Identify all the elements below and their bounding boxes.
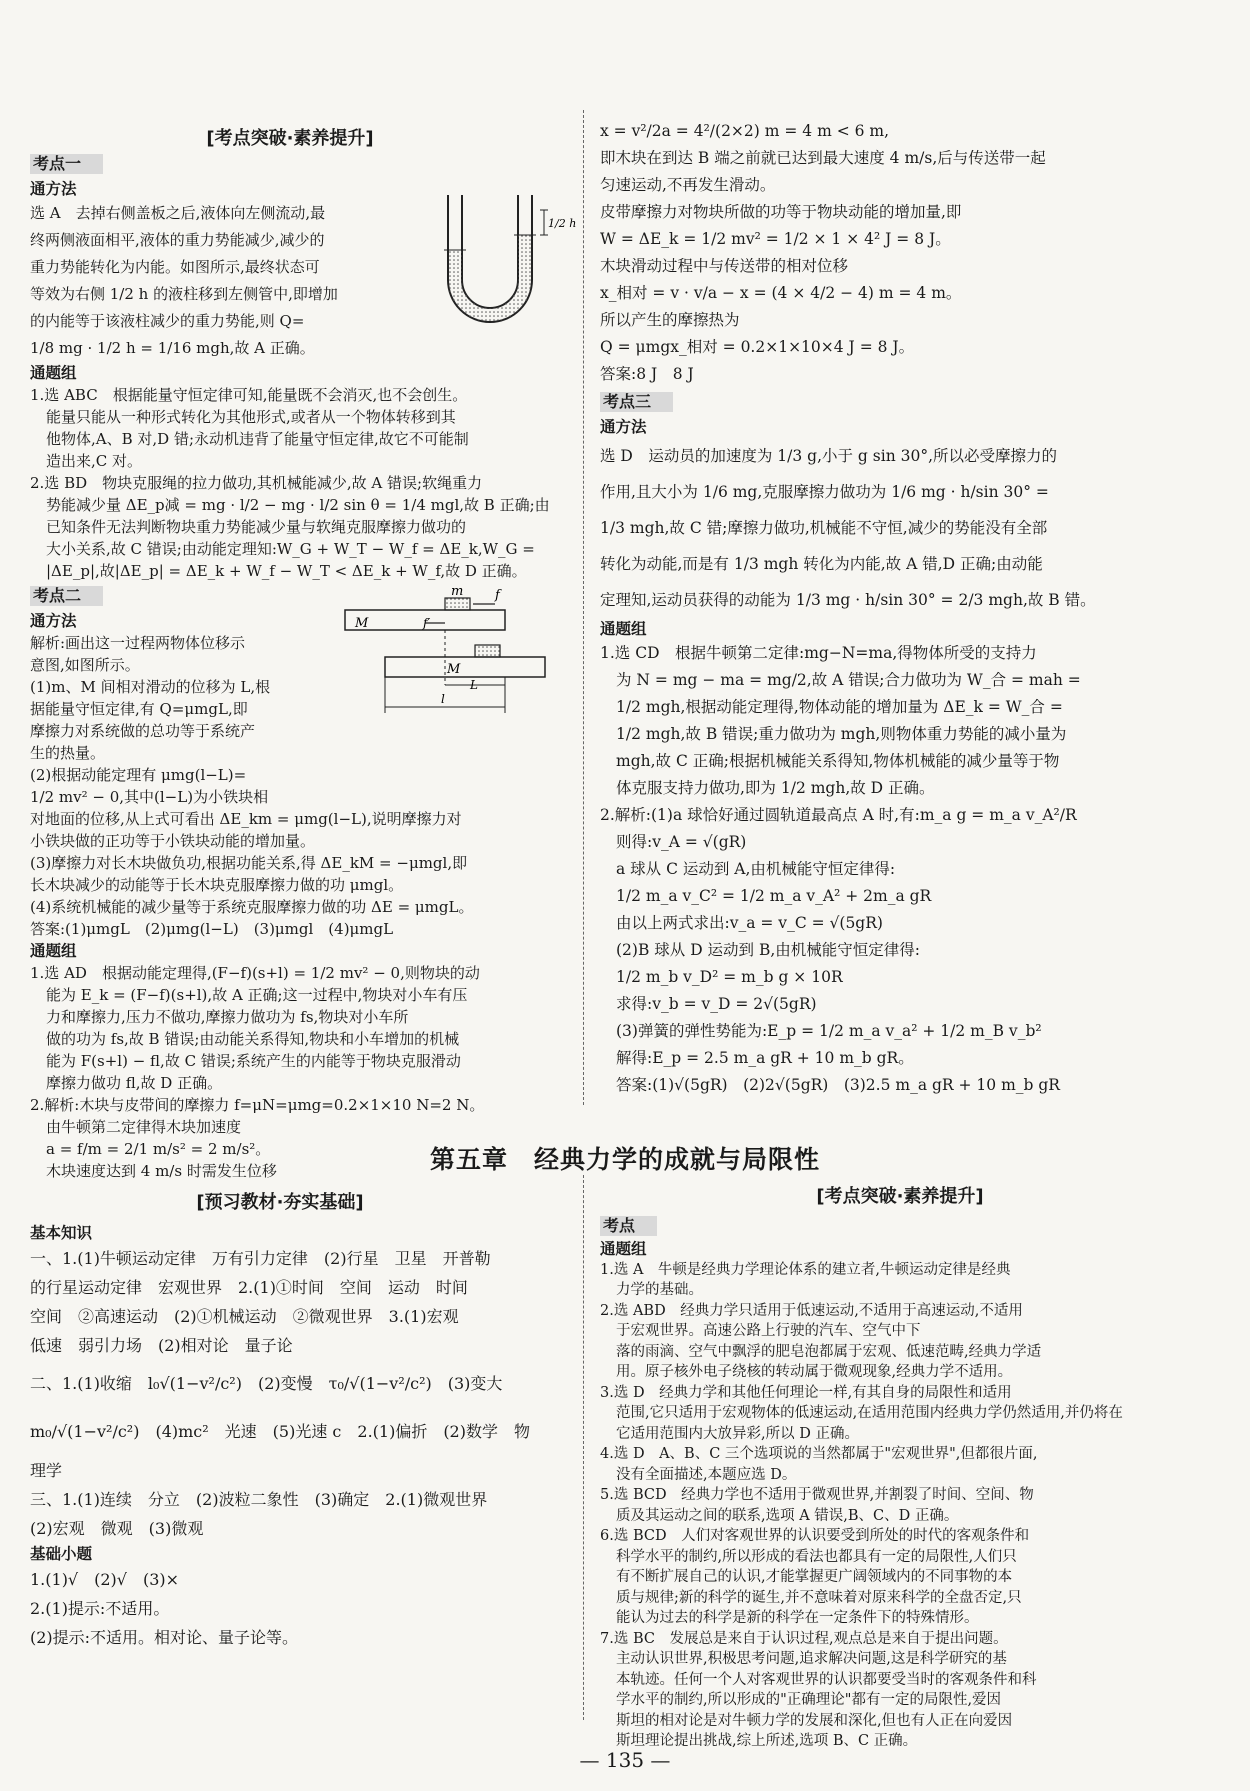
text-line: (3)弹簧的弹性势能为:E_p = 1/2 m_a v_a² + 1/2 m_B v_b² xyxy=(616,1022,1042,1040)
text-line: 2.解析:(1)a 球恰好通过圆轨道最高点 A 时,有:m_a g = m_a v_A²/R xyxy=(600,806,1077,824)
text-line: 1/2 mgh,根据动能定理得,物体动能的增加量为 ΔE_k = W_合 = xyxy=(616,698,1063,716)
text-line: (4)系统机械能的减少量等于系统克服摩擦力做的功 ΔE = μmgL。 xyxy=(30,898,474,916)
text-line: 体克服支持力做功,即为 1/2 mgh,故 D 正确。 xyxy=(616,779,935,797)
text-line: 能为 F(s+l) − fl,故 C 错误;系统产生的内能等于物块克服滑动 xyxy=(46,1052,461,1070)
force-f-prime-label: f′ xyxy=(423,616,431,630)
text-line: 1.选 A 牛顿是经典力学理论体系的建立者,牛顿运动定律是经典 xyxy=(600,1261,1011,1278)
text-line: 所以产生的摩擦热为 xyxy=(600,311,740,329)
text-line: Q = μmgx_相对 = 0.2×1×10×4 J = 8 J。 xyxy=(600,338,915,356)
text-line: 2.选 ABD 经典力学只适用于低速运动,不适用于高速运动,不适用 xyxy=(600,1302,1023,1319)
text-line: 2.选 BD 物块克服绳的拉力做功,其机械能减少,故 A 错误;软绳重力 xyxy=(30,474,483,492)
force-f-label: f xyxy=(495,588,500,603)
group-heading: 通题组 xyxy=(600,1239,647,1258)
text-line: 一、1.(1)牛顿运动定律 万有引力定律 (2)行星 卫星 开普勒 xyxy=(30,1249,491,1268)
section-title-top-left: [考点突破·素养提升] xyxy=(206,128,374,149)
text-line: 1/2 m_b v_D² = m_b g × 10R xyxy=(616,968,843,986)
text-line: 的内能等于该液柱减少的重力势能,则 Q= xyxy=(30,312,305,330)
length-l-label: l xyxy=(441,692,445,706)
text-line: 质及其运动之间的联系,选项 A 错误,B、C、D 正确。 xyxy=(616,1507,959,1524)
text-line: 科学水平的制约,所以形成的看法也都具有一定的局限性,人们只 xyxy=(616,1548,1017,1565)
text-line: a 球从 C 运动到 A,由机械能守恒定律得: xyxy=(616,860,896,878)
text-line: (2)宏观 微观 (3)微观 xyxy=(30,1519,204,1538)
text-line: 长木块减少的动能等于长木块克服摩擦力做的功 μmgl。 xyxy=(30,876,404,894)
mass-m-label: m xyxy=(451,584,464,599)
text-line: 生的热量。 xyxy=(30,744,106,762)
kp1-label: 考点一 xyxy=(30,154,103,174)
text-line: 他物体,A、B 对,D 错;永动机违背了能量守恒定律,故它不可能制 xyxy=(46,430,469,448)
kp3-group-text xyxy=(600,640,1225,1099)
text-line: 做的功为 fs,故 B 错误;由动能关系得知,物块和小车增加的机械 xyxy=(46,1030,460,1048)
text-line: x_相对 = v · v/a − x = (4 × 4/2 − 4) m = 4 m。 xyxy=(600,284,962,302)
basic-knowledge-text xyxy=(30,1244,570,1543)
text-line: 范围,它只适用于宏观物体的低速运动,在适用范围内经典力学仍然适用,并仍将在 xyxy=(616,1405,1123,1421)
text-line: 有不断扩展自己的认识,才能掌握更广阔领域内的不同事物的本 xyxy=(616,1569,1013,1585)
column-divider-bottom xyxy=(583,1175,584,1720)
text-line: 低速 弱引力场 (2)相对论 量子论 xyxy=(30,1336,293,1355)
text-line: 它适用范围内大放异彩,所以 D 正确。 xyxy=(616,1425,859,1442)
text-line: 即木块在到达 B 端之前就已达到最大速度 4 m/s,后与传送带一起 xyxy=(600,149,1046,167)
text-line: 2.(1)提示:不适用。 xyxy=(30,1599,170,1618)
text-line: |ΔE_p|,故|ΔE_p| = ΔE_k + W_f − W_T < ΔE_k + W_f,故 D 正确。 xyxy=(46,562,527,580)
length-L-label: L xyxy=(470,678,478,692)
text-line: 斯坦理论提出挑战,综上所述,选项 B、C 正确。 xyxy=(616,1733,918,1749)
chapter-title: 第五章 经典力学的成就与局限性 xyxy=(429,1145,820,1174)
section-title-bottom-left: [预习教材·夯实基础] xyxy=(196,1192,364,1213)
text-line: 选 D 运动员的加速度为 1/3 g,小于 g sin 30°,所以必受摩擦力的 xyxy=(600,447,1058,465)
text-line: 定理知,运动员获得的动能为 1/3 mg · h/sin 30° = 2/3 mgh,故 B 错。 xyxy=(600,591,1096,609)
text-line: 造出来,C 对。 xyxy=(46,452,143,470)
half-h-label: 1/2 h xyxy=(548,217,577,230)
text-line: 1.(1)√ (2)√ (3)× xyxy=(30,1570,180,1589)
text-line: 势能减少量 ΔE_p减 = mg · l/2 − mg · l/2 sin θ = 1/4 mgl,故 B 正确;由 xyxy=(46,496,550,514)
text-line: 本轨迹。任何一个人对客观世界的认识都要受当时的客观条件和科 xyxy=(616,1671,1037,1688)
text-line: W = ΔE_k = 1/2 mv² = 1/2 × 1 × 4² J = 8 J。 xyxy=(600,230,951,248)
text-line: 理学 xyxy=(30,1461,63,1480)
kp3-group-heading: 通题组 xyxy=(600,620,647,638)
mass-M-label-2: M xyxy=(447,662,461,677)
text-line: 小铁块做的正功等于小铁块动能的增加量。 xyxy=(30,832,316,850)
text-line: 求得:v_b = v_D = 2√(5gR) xyxy=(616,995,817,1013)
kp1-group-text xyxy=(30,384,570,582)
text-line: 解得:E_p = 2.5 m_a gR + 10 m_b gR。 xyxy=(616,1049,914,1067)
text-line: 落的雨滴、空气中飘浮的肥皂泡都属于宏观、低速范畴,经典力学适 xyxy=(616,1343,1042,1360)
text-line: 空间 ②高速运动 (2)①机械运动 ②微观世界 3.(1)宏观 xyxy=(30,1307,459,1326)
text-line: 于宏观世界。高速公路上行驶的汽车、空气中下 xyxy=(616,1323,921,1339)
text-line: 由牛顿第二定律得木块加速度 xyxy=(46,1118,242,1136)
text-line: 答案:8 J 8 J xyxy=(600,365,694,383)
text-line: 为 N = mg − ma = mg/2,故 A 错误;合力做功为 W_合 = mah = xyxy=(616,671,1081,689)
text-line: 力和摩擦力,压力不做功,摩擦力做功为 fs,物块对小车所 xyxy=(46,1008,409,1026)
text-line: 1/2 mv² − 0,其中(l−L)为小铁块相 xyxy=(30,788,269,806)
text-line: 没有全面描述,本题应选 D。 xyxy=(616,1466,797,1483)
basic-questions-heading: 基础小题 xyxy=(30,1545,93,1563)
text-line: 1/3 mgh,故 C 错;摩擦力做功,机械能不守恒,减少的势能没有全部 xyxy=(600,519,1048,537)
kp-label: 考点 xyxy=(600,1216,657,1236)
text-line: (2)B 球从 D 运动到 B,由机械能守恒定律得: xyxy=(616,941,921,959)
mass-M-label-1: M xyxy=(355,616,369,631)
kp1-method-heading: 通方法 xyxy=(30,180,77,198)
text-line: 5.选 BCD 经典力学也不适用于微观世界,并割裂了时间、空间、物 xyxy=(600,1487,1034,1503)
text-line: 1/2 mgh,故 B 错误;重力做功为 mgh,则物体重力势能的减小量为 xyxy=(616,725,1067,743)
text-line: (3)摩擦力对长木块做负功,根据功能关系,得 ΔE_kM = −μmgl,即 xyxy=(30,854,468,872)
text-line: 选 A 去掉右侧盖板之后,液体向左侧流动,最 xyxy=(30,204,326,222)
text-line: 已知条件无法判断物块重力势能减少量与软绳克服摩擦力做功的 xyxy=(46,518,467,536)
text-line: a = f/m = 2/1 m/s² = 2 m/s²。 xyxy=(46,1140,271,1158)
kp2-method-heading: 通方法 xyxy=(30,612,77,630)
text-line: (2)根据动能定理有 μmg(l−L)= xyxy=(30,766,247,784)
text-line: 学水平的制约,所以形成的"正确理论"都有一定的局限性,爱因 xyxy=(616,1692,1002,1708)
page-number: — 135 — xyxy=(579,1748,671,1772)
text-line: 皮带摩擦力对物块所做的功等于物块动能的增加量,即 xyxy=(600,203,962,221)
text-line: mgh,故 C 正确;根据机械能关系得知,物体机械能的减少量等于物 xyxy=(616,752,1060,770)
text-line: 摩擦力对系统做的总功等于系统产 xyxy=(30,722,256,740)
bottom-right-column xyxy=(600,1212,1225,1752)
kp1-group-heading: 通题组 xyxy=(30,364,77,382)
text-line: 二、1.(1)收缩 l₀√(1−v²/c²) (2)变慢 τ₀/√(1−v²/c²) (3)变大 xyxy=(30,1374,503,1393)
solution-continuation xyxy=(600,118,1225,388)
text-line: 2.解析:木块与皮带间的摩擦力 f=μN=μmg=0.2×1×10 N=2 N。 xyxy=(30,1096,485,1114)
text-line: 木块速度达到 4 m/s 时需发生位移 xyxy=(46,1162,277,1180)
basic-questions-text xyxy=(30,1565,570,1652)
text-line: 摩擦力做功 fl,故 D 正确。 xyxy=(46,1074,223,1092)
text-line: 3.选 D 经典力学和其他任何理论一样,有其自身的局限性和适用 xyxy=(600,1384,1012,1401)
text-line: 答案:(1)μmgL (2)μmg(l−L) (3)μmgl (4)μmgL xyxy=(30,920,394,938)
kp2-label: 考点二 xyxy=(30,586,103,606)
text-line: (1)m、M 间相对滑动的位移为 L,根 xyxy=(30,678,271,696)
text-line: 等效为右侧 1/2 h 的液柱移到左侧管中,即增加 xyxy=(30,285,338,303)
kp3-text xyxy=(600,438,1225,618)
text-line: 6.选 BCD 人们对客观世界的认识要受到所处的时代的客观条件和 xyxy=(600,1528,1030,1544)
text-line: 木块滑动过程中与传送带的相对位移 xyxy=(600,257,849,275)
text-line: 7.选 BC 发展总是来自于认识过程,观点总是来自于提出问题。 xyxy=(600,1630,1008,1647)
text-line: 则得:v_A = √(gR) xyxy=(616,833,747,851)
text-line: 大小关系,故 C 错误;由动能定理知:W_G + W_T − W_f = ΔE_k,W_G = xyxy=(46,540,535,558)
top-right-column xyxy=(600,118,1225,1099)
text-line: m₀/√(1−v²/c²) (4)mc² 光速 (5)光速 c 2.(1)偏折 (2)数学 物 xyxy=(30,1422,530,1441)
text-line: 作用,且大小为 1/6 mg,克服摩擦力做功为 1/6 mg · h/sin 30° = xyxy=(600,483,1049,501)
text-line: 质与规律;新的科学的诞生,并不意味着对原来科学的全盘否定,只 xyxy=(616,1589,1022,1606)
bottom-left-column xyxy=(30,1222,570,1652)
text-line: 1.选 AD 根据动能定理得,(F−f)(s+l) = 1/2 mv² − 0,则物块的动 xyxy=(30,964,480,982)
text-line: 用。原子核外电子绕核的转动属于微观现象,经典力学不适用。 xyxy=(616,1364,1013,1380)
basic-knowledge-heading: 基本知识 xyxy=(30,1224,93,1242)
text-line: 转化为动能,而是有 1/3 mgh 转化为内能,故 A 错,D 正确;由动能 xyxy=(600,555,1043,573)
text-line: 意图,如图所示。 xyxy=(30,656,140,674)
text-line: 斯坦的相对论是对牛顿力学的发展和深化,但也有人正在向爱因 xyxy=(616,1712,1013,1729)
column-divider-top xyxy=(583,110,584,1105)
blocks-figure xyxy=(345,585,570,720)
text-line: 重力势能转化为内能。如图所示,最终状态可 xyxy=(30,258,320,276)
text-line: 对地面的位移,从上式可看出 ΔE_km = μmg(l−L),说明摩擦力对 xyxy=(30,810,462,828)
u-tube-figure xyxy=(440,190,577,325)
kp3-label: 考点三 xyxy=(600,392,673,412)
text-line: (2)提示:不适用。相对论、量子论等。 xyxy=(30,1628,299,1647)
text-line: 由以上两式求出:v_a = v_C = √(5gR) xyxy=(616,914,883,932)
text-line: 能为 E_k = (F−f)(s+l),故 A 正确;这一过程中,物块对小车有压 xyxy=(46,986,468,1004)
section-title-bottom-right: [考点突破·素养提升] xyxy=(816,1186,984,1207)
text-line: 终两侧液面相平,液体的重力势能减少,减少的 xyxy=(30,231,325,249)
text-line: 解析:画出这一过程两物体位移示 xyxy=(30,634,246,652)
text-line: 1/8 mg · 1/2 h = 1/16 mgh,故 A 正确。 xyxy=(30,339,315,357)
text-line: 三、1.(1)连续 分立 (2)波粒二象性 (3)确定 2.(1)微观世界 xyxy=(30,1490,488,1509)
text-line: 主动认识世界,积极思考问题,追求解决问题,这是科学研究的基 xyxy=(616,1651,1007,1667)
kp1-text xyxy=(30,200,415,362)
text-line: 1/2 m_a v_C² = 1/2 m_a v_A² + 2m_a gR xyxy=(616,887,932,905)
text-line: x = v²/2a = 4²/(2×2) m = 4 m < 6 m, xyxy=(600,122,890,140)
text-line: 1.选 CD 根据牛顿第二定律:mg−N=ma,得物体所受的支持力 xyxy=(600,644,1037,662)
text-line: 能量只能从一种形式转化为其他形式,或者从一个物体转移到其 xyxy=(46,408,456,426)
kp3-method-heading: 通方法 xyxy=(600,418,647,436)
text-line: 匀速运动,不再发生滑动。 xyxy=(600,176,776,194)
text-line: 力学的基础。 xyxy=(616,1282,703,1298)
text-line: 答案:(1)√(5gR) (2)2√(5gR) (3)2.5 m_a gR + 10 m_b gR xyxy=(616,1076,1060,1094)
kp2-group-heading: 通题组 xyxy=(30,942,77,960)
text-line: 据能量守恒定律,有 Q=μmgL,即 xyxy=(30,700,248,718)
text-line: 4.选 D A、B、C 三个选项说的当然都属于"宏观世界",但都很片面, xyxy=(600,1446,1038,1462)
text-line: 1.选 ABC 根据能量守恒定律可知,能量既不会消灭,也不会创生。 xyxy=(30,386,468,404)
text-line: 的行星运动定律 宏观世界 2.(1)①时间 空间 运动 时间 xyxy=(30,1278,468,1297)
text-line: 能认为过去的科学是新的科学在一定条件下的特殊情形。 xyxy=(616,1610,979,1626)
